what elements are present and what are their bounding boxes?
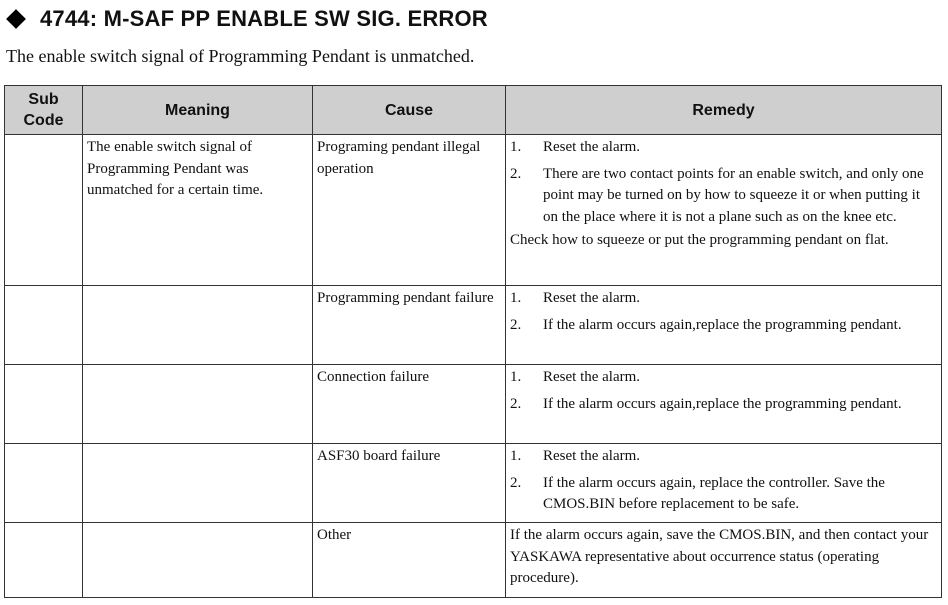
table-row [5,365,942,444]
step-text: There are two contact points for an enable switch, and only one point may be turned on by how to squeeze it or when putting it on the place where it is not a plane such as on the knee etc. [543,165,924,225]
step-text: Reset the alarm. [543,290,641,306]
header-remedy: Remedy [506,86,942,135]
remedy-cell [506,365,942,444]
remedy-steps [510,367,937,415]
table-header-row [5,86,942,135]
meaning-cell [83,444,313,523]
step-number: 1. [510,290,522,306]
step-number: 2. [510,474,522,491]
remedy-cell: If the alarm occurs again, save the CMOS.BIN, and then contact your YASKAWA representative about occurrence status (operating procedure). [506,523,942,598]
remedy-step [510,315,937,337]
step-number: 2. [510,395,522,412]
step-text: Reset the alarm. [543,139,641,155]
step-number: 1. [510,448,522,464]
remedy-cell [506,444,942,523]
remedy-step [510,446,937,468]
sub-code-cell [5,135,83,286]
alarm-heading [4,4,488,34]
diamond-bullet-icon [6,9,26,29]
sub-code-cell [5,365,83,444]
meaning-cell: The enable switch signal of Programming Pendant was unmatched for a certain time. [83,135,313,286]
remedy-steps [510,446,937,516]
remedy-step [510,137,937,159]
cause-cell: ASF30 board failure [313,444,506,523]
step-text: If the alarm occurs again,replace the programming pendant. [543,316,902,333]
table-row [5,286,942,365]
step-text: Reset the alarm. [543,369,641,385]
step-text: Reset the alarm. [543,448,641,464]
remedy-note: Check how to squeeze or put the programming pendant on flat. [510,232,889,248]
remedy-cell [506,135,942,286]
header-sub-code: Sub Code [5,86,83,135]
alarm-description: The enable switch signal of Programming Pendant is unmatched. [6,46,475,66]
remedy-steps [510,137,937,228]
meaning-cell [83,286,313,365]
meaning-cell [83,365,313,444]
meaning-cell [83,523,313,598]
remedy-step [510,164,937,229]
remedy-step [510,288,937,310]
table-row [5,523,942,598]
sub-code-cell [5,523,83,598]
remedy-step [510,394,937,416]
cause-cell: Programming pendant failure [313,286,506,365]
alarm-table [4,85,942,598]
cause-cell: Connection failure [313,365,506,444]
table-row [5,444,942,523]
header-cause: Cause [313,86,506,135]
sub-code-cell [5,286,83,365]
table-row [5,135,942,286]
remedy-steps [510,288,937,336]
step-number: 1. [510,369,522,385]
step-text: If the alarm occurs again,replace the programming pendant. [543,395,902,412]
remedy-step [510,367,937,389]
alarm-title: 4744: M-SAF PP ENABLE SW SIG. ERROR [40,6,488,31]
step-number: 2. [510,316,522,333]
step-number: 1. [510,139,522,155]
step-text: If the alarm occurs again, replace the controller. Save the CMOS.BIN before replacement to be safe. [543,474,885,512]
cause-cell: Other [313,523,506,598]
cause-cell: Programing pendant illegal operation [313,135,506,286]
header-meaning: Meaning [83,86,313,135]
remedy-cell [506,286,942,365]
remedy-step [510,473,937,516]
sub-code-cell [5,444,83,523]
step-number: 2. [510,165,522,182]
